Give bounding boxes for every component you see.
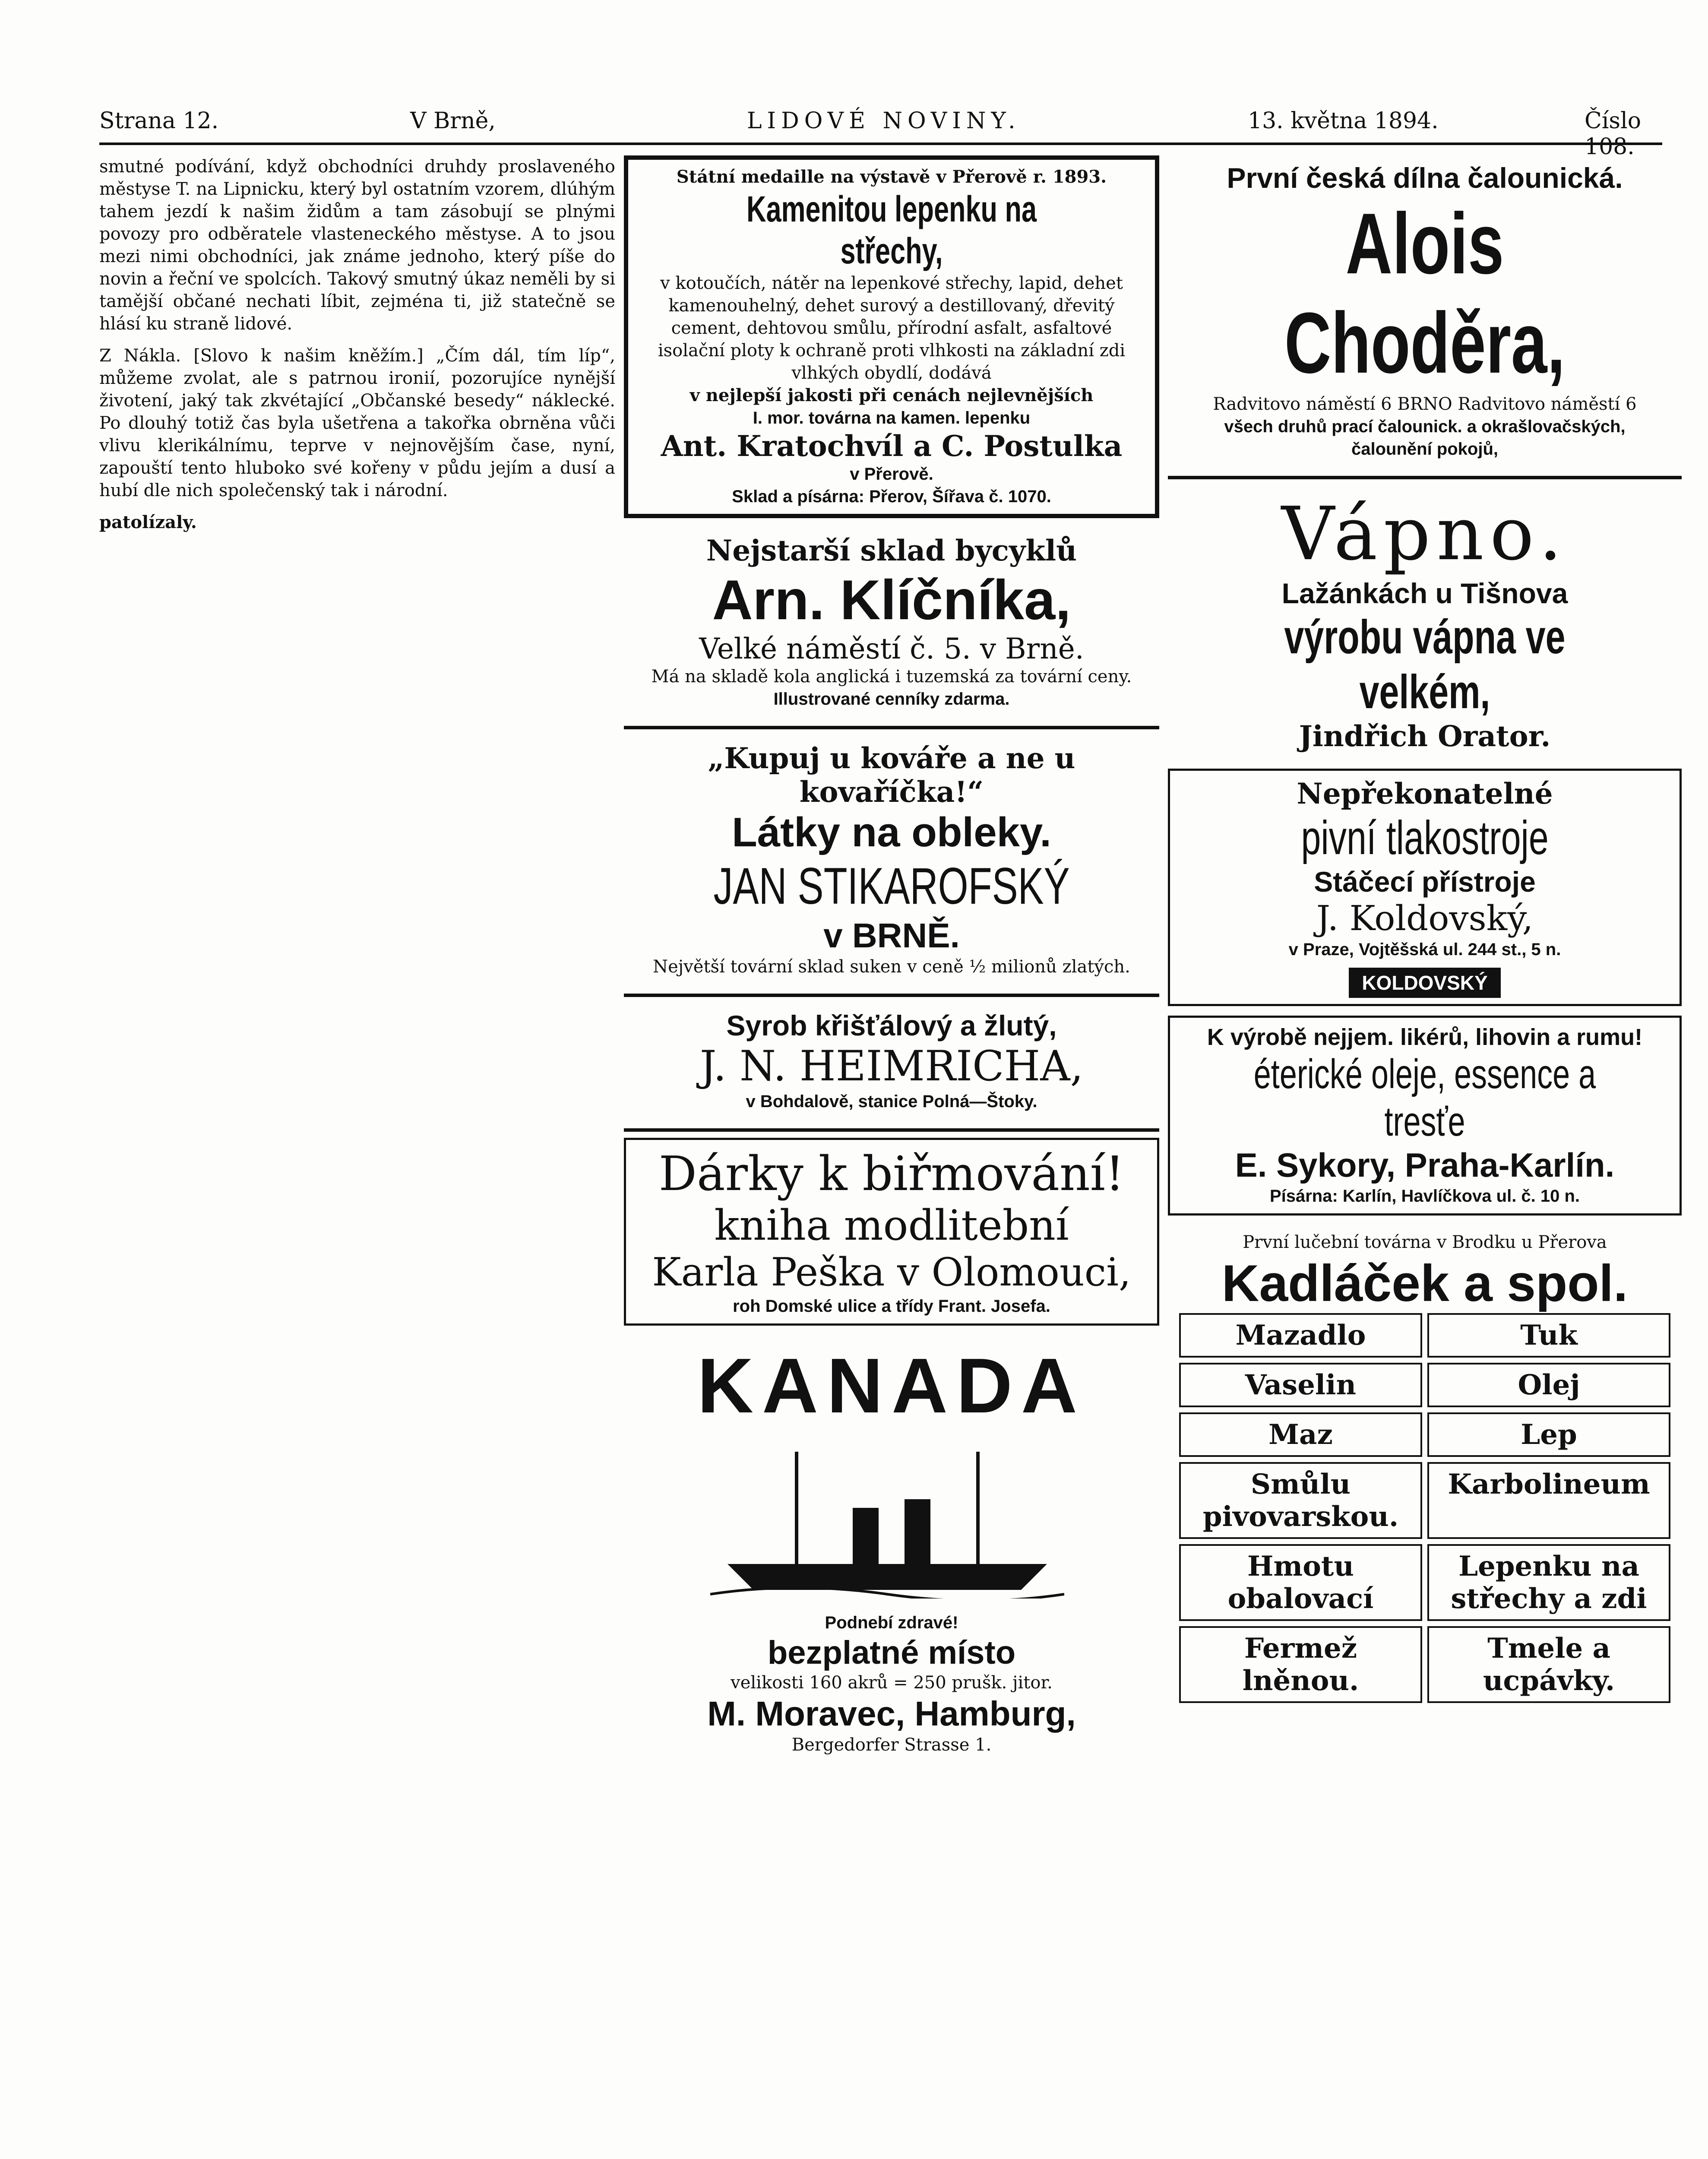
page-header xyxy=(99,104,1662,160)
ad-text: Illustrované cenníky zdarma. xyxy=(773,690,1010,709)
ad-text: I. mor. továrna na kamen. lepenku xyxy=(753,408,1031,427)
ad-text: Státní medaille na výstavě v Přerově r. 1893. xyxy=(676,167,1107,187)
ad-title: Dárky k biřmování! xyxy=(658,1146,1125,1201)
ad-text: v Bohdalově, stanice Polná—Štoky. xyxy=(746,1092,1037,1111)
ad-title: „Kupuj u kováře a ne u kovaříčka!“ xyxy=(708,741,1075,809)
city: V Brně, xyxy=(410,108,496,134)
ad-title: pivní tlakostroje xyxy=(1301,811,1549,864)
issue-number: Číslo 108. xyxy=(1585,108,1642,160)
ad-text: éterické oleje, essence a tresťe xyxy=(1253,1051,1596,1145)
ads-column-middle xyxy=(624,155,1159,2159)
ad-title: První česká dílna čalounická. xyxy=(1227,162,1623,194)
ad-text: Velké náměstí č. 5. v Brně. xyxy=(699,632,1084,665)
ad-choder xyxy=(1168,155,1682,466)
divider xyxy=(624,1128,1159,1132)
ad-text: v nejlepší jakosti při cenách nejlevnějších xyxy=(690,385,1094,405)
ad-klicnik xyxy=(624,528,1159,716)
ad-text: bezplatné místo xyxy=(767,1634,1016,1671)
ad-sykora xyxy=(1168,1016,1682,1216)
ad-text: Největší tovární sklad suken v ceně ½ milionů zlatých. xyxy=(653,957,1130,977)
ad-text: velikosti 160 akrů = 250 prušk. jitor. xyxy=(731,1673,1053,1693)
ad-firm: J. N. HEIMRICHA, xyxy=(699,1042,1084,1090)
product-grid xyxy=(1179,1313,1670,1703)
ad-title: K výrobě nejjem. likérů, lihovin a rumu! xyxy=(1207,1024,1643,1050)
product-item: Karbolineum xyxy=(1427,1462,1670,1539)
ad-kadlacek xyxy=(1168,1225,1682,1709)
ad-title: Syrob křišťálový a žlutý, xyxy=(726,1010,1057,1042)
ad-text: všech druhů prací čalounick. a okrašlovačských, xyxy=(1224,417,1626,436)
ad-pesek xyxy=(624,1138,1159,1326)
ad-firm: J. Koldovský, xyxy=(1316,898,1534,938)
ad-title: Nepřekonatelné xyxy=(1297,777,1553,810)
product-badge: KOLDOVSKÝ xyxy=(1349,968,1500,998)
ad-text: roh Domské ulice a třídy Frant. Josefa. xyxy=(733,1297,1050,1316)
ad-title: Nejstarší sklad bycyklů xyxy=(706,534,1077,567)
ad-title: Vápno. xyxy=(1281,491,1569,577)
product-item: Smůlu pivovarskou. xyxy=(1179,1462,1422,1539)
ad-text: Podnebí zdravé! xyxy=(825,1613,958,1632)
divider xyxy=(624,994,1159,997)
paper-title: LIDOVÉ NOVINY. xyxy=(747,108,1021,134)
ad-text: Radvitovo náměstí 6 BRNO Radvitovo náměstí 6 xyxy=(1213,394,1637,414)
page-number: Strana 12. xyxy=(99,108,219,134)
product-item: Maz xyxy=(1179,1412,1422,1457)
ad-stikarofsky xyxy=(624,735,1159,984)
product-item: Vaselin xyxy=(1179,1363,1422,1407)
ad-kanada xyxy=(624,1335,1159,1801)
ad-firm: E. Sykory, Praha-Karlín. xyxy=(1235,1146,1615,1184)
ad-firm: Alois Choděra, xyxy=(1284,196,1566,391)
ad-firm: Ant. Kratochvíl a C. Postulka xyxy=(661,429,1123,463)
article-paragraph: smutné podívání, když obchodníci druhdy proslaveného městyse T. na Lipnicku, který byl ostatním vzorem, dlúhým tahem jezdí k našim židům a tam zásobují se plnými povozy pro odběratele vlasteneckého městyse. A to jsou mezi nimi obchodníci, jak známe jednoho, který píše do novin a řeční ve spolcích. Takový smutný úkaz neměli by si tamější občané nechati líbit, zejména ti, již statečně se hlásí ku straně lidové. xyxy=(99,157,615,334)
product-item: Hmotu obalovací xyxy=(1179,1544,1422,1621)
ad-text: výrobu vápna ve velkém, xyxy=(1284,611,1566,719)
ad-text: Má na skladě kola anglická i tuzemská za tovární ceny. xyxy=(651,667,1132,687)
steamship-illustration xyxy=(710,1434,1064,1599)
ad-firm: JAN STIKAROFSKÝ xyxy=(713,857,1070,915)
ad-firm: Karla Peška v Olomouci, xyxy=(652,1250,1131,1295)
ads-column-right xyxy=(1168,155,1682,2159)
product-item: Olej xyxy=(1427,1363,1670,1407)
ad-text: Sklad a písárna: Přerov, Šířava č. 1070. xyxy=(732,487,1051,506)
ad-kratochvil xyxy=(624,155,1159,518)
article-column xyxy=(99,155,615,2159)
ad-firm: Arn. Klíčníka, xyxy=(712,568,1071,631)
ad-firm: Kadláček a spol. xyxy=(1221,1254,1628,1312)
ad-firm: Jindřich Orator. xyxy=(1299,719,1551,753)
ad-text: Stáčecí přístroje xyxy=(1314,866,1536,898)
ad-text: v kotoučích, nátěr na lepenkové střechy, lapid, dehet kamenouhelný, dehet surový a destillovaný, dřevitý cement, dehtovou smůlu, přírodní asfalt, asfaltové isolační ploty k ochraně proti vlhkosti na základní zdi vlhkých obydlí, dodává xyxy=(658,273,1126,383)
ad-text: čalounění pokojů, xyxy=(1351,440,1499,459)
product-item: Fermež lněnou. xyxy=(1179,1626,1422,1703)
ad-text: Bergedorfer Strasse 1. xyxy=(791,1735,992,1755)
ad-heimrich xyxy=(624,1003,1159,1119)
ad-text: Písárna: Karlín, Havlíčkova ul. č. 10 n. xyxy=(1269,1187,1580,1206)
ad-text: v Praze, Vojtěšská ul. 244 st., 5 n. xyxy=(1288,940,1561,959)
divider xyxy=(1168,476,1682,479)
ad-text: První lučební továrna v Brodku u Přerova xyxy=(1243,1232,1607,1252)
ad-text: v BRNĚ. xyxy=(823,916,960,955)
ad-koldovsky xyxy=(1168,769,1682,1006)
article-paragraph: Z Nákla. [Slovo k našim kněžím.] „Čím dál, tím líp“, můžeme zvolat, ale s patrnou ironií, pozorujíce nynější životení, jaký tak zkvétající „Občanské besedy“ náklecké. Po dlouhý totiž čas byla ušetřena a takořka obrněna vůči vlivu klerikálnímu, teprve v nejnovějším čase, nyní, zapouští tento hluboko své kořeny v půdu jejím a dusí a hubí dle nich společenský tak i národní. xyxy=(99,346,615,500)
date: 13. května 1894. xyxy=(1248,108,1439,134)
product-item: Lepenku na střechy a zdi xyxy=(1427,1544,1670,1621)
divider xyxy=(624,726,1159,729)
ad-text: kniha modlitební xyxy=(714,1201,1069,1250)
ad-title: Látky na obleky. xyxy=(732,809,1051,855)
product-item: Tuk xyxy=(1427,1313,1670,1358)
product-item: Tmele a ucpávky. xyxy=(1427,1626,1670,1703)
ad-vapno xyxy=(1168,485,1682,759)
ad-firm: M. Moravec, Hamburg, xyxy=(707,1694,1076,1733)
ad-text: Lažánkách u Tišnova xyxy=(1281,577,1568,609)
ad-title: Kamenitou lepenku na střechy, xyxy=(746,189,1037,271)
article-end: patolízaly. xyxy=(99,512,197,532)
ad-title: KANADA xyxy=(697,1342,1086,1429)
product-item: Lep xyxy=(1427,1412,1670,1457)
ad-text: v Přerově. xyxy=(850,465,933,484)
product-item: Mazadlo xyxy=(1179,1313,1422,1358)
